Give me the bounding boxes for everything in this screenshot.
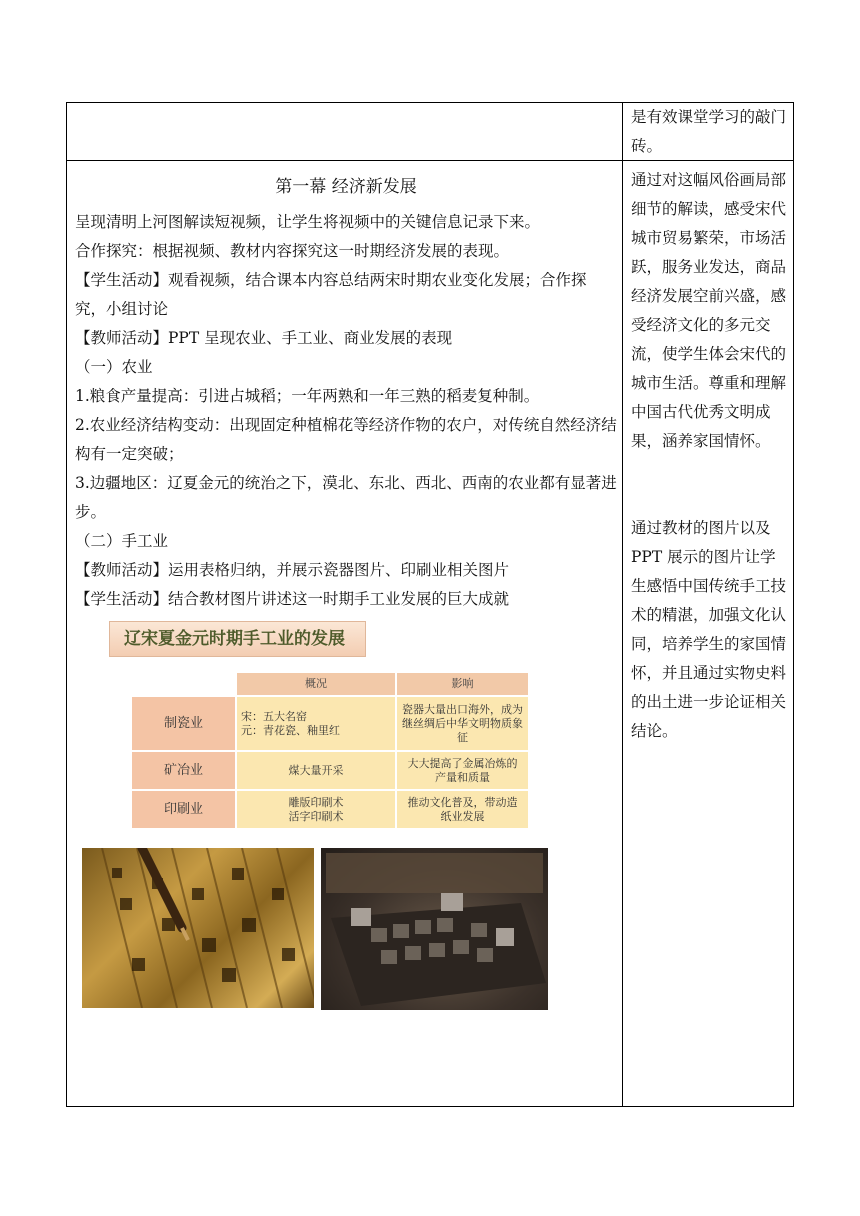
right-top-cell: 是有效课堂学习的敲门砖。 [631, 108, 787, 155]
right-paragraph: 通过教材的图片以及 PPT 展示的图片让学生感悟中国传统手工技术的精湛，加强文化认同，培养学生的家国情怀，并且通过实物史料的出土进一步论证相关结论。 [631, 519, 787, 740]
handicraft-grid [132, 673, 528, 823]
woodblock-printing-photo [82, 848, 314, 1008]
handicraft-table-title: 辽宋夏金元时期手工业的发展 [109, 621, 366, 657]
paragraph: 【教师活动】运用表格归纳，并展示瓷器图片、印刷业相关图片 [75, 561, 510, 579]
paragraph: （一）农业 [75, 358, 153, 376]
row-impact: 大大提高了金属冶炼的产量和质量 [397, 752, 528, 789]
right-main-cell [631, 166, 791, 746]
paragraph: 2.农业经济结构变动：出现固定种植棉花等经济作物的农户，对传统自然经济结构有一定突破； [75, 416, 617, 463]
row-name: 制瓷业 [132, 697, 235, 750]
movable-type-photo [321, 848, 548, 1010]
handicraft-table-image [107, 621, 535, 821]
paragraph: 【学生活动】观看视频，结合课本内容总结两宋时期农业变化发展；合作探究，小组讨论 [75, 271, 587, 318]
paragraph: 呈现清明上河图解读短视频，让学生将视频中的关键信息记录下来。 [75, 213, 541, 231]
row-impact: 推动文化普及，带动造纸业发展 [397, 791, 528, 828]
row-impact: 瓷器大量出口海外，成为继丝绸后中华文明物质象征 [397, 697, 528, 750]
row-overview: 宋：五大名窑 元：青花瓷、釉里红 [237, 697, 395, 750]
paragraph: 1.粮食产量提高：引进占城稻；一年两熟和一年三熟的稻麦复种制。 [75, 387, 540, 405]
paragraph: 【学生活动】结合教材图片讲述这一时期手工业发展的巨大成就 [75, 590, 510, 608]
paragraph: 3.边疆地区：辽夏金元的统治之下，漠北、东北、西北、西南的农业都有显著进步。 [75, 474, 617, 521]
paragraph: 【教师活动】PPT 呈现农业、手工业、商业发展的表现 [75, 329, 453, 347]
row-name: 矿冶业 [132, 752, 235, 789]
section-title: 第一幕 经济新发展 [275, 177, 417, 197]
left-main-cell [75, 166, 617, 614]
row-name: 印刷业 [132, 791, 235, 828]
right-paragraph: 通过对这幅风俗画局部细节的解读，感受宋代城市贸易繁荣，市场活跃，服务业发达，商品经济发展空前兴盛，感受经济文化的多元交流，使学生体会宋代的城市生活。尊重和理解中国古代优秀文明成果，涵养家国情怀。 [631, 171, 787, 450]
row-overview: 雕版印刷术 活字印刷术 [237, 791, 395, 828]
header-overview: 概况 [237, 673, 395, 695]
row-overview: 煤大量开采 [237, 752, 395, 789]
paragraph: 合作探究：根据视频、教材内容探究这一时期经济发展的表现。 [75, 242, 510, 260]
column-divider [622, 103, 623, 1106]
paragraph: （二）手工业 [75, 532, 169, 550]
lesson-table [66, 102, 794, 1107]
header-impact: 影响 [397, 673, 528, 695]
